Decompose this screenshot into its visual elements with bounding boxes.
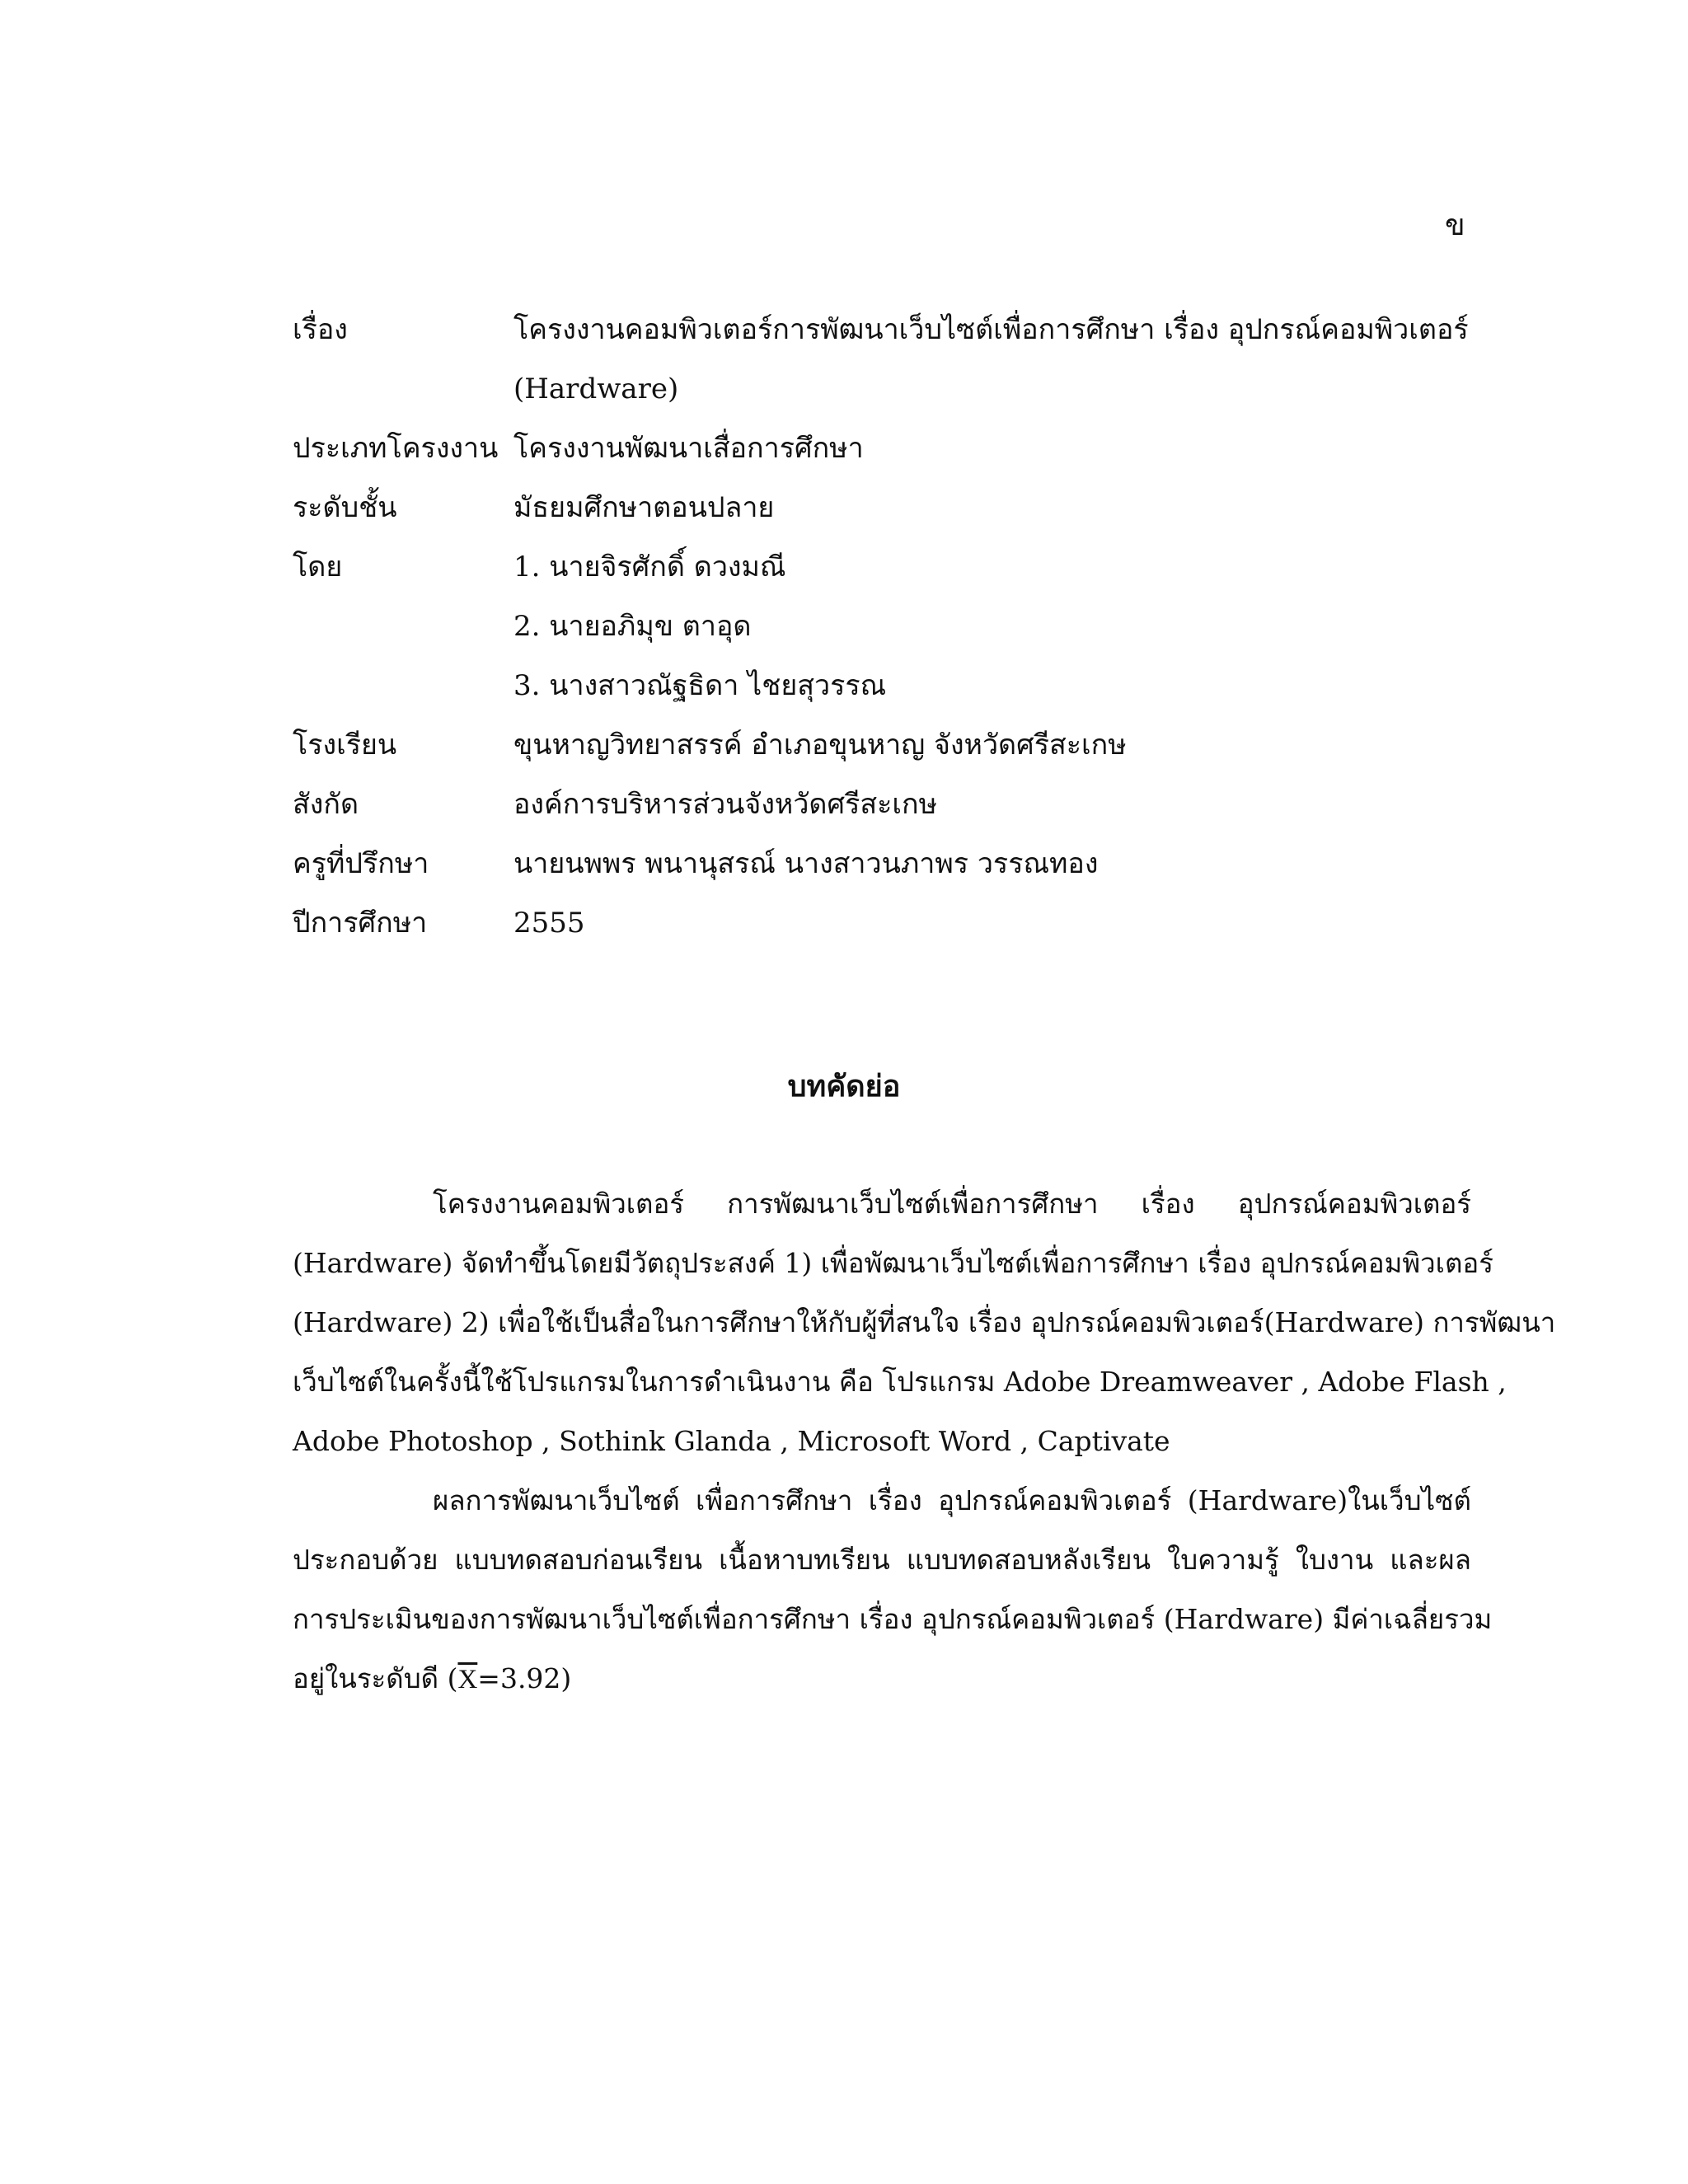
info-value: นายนพพร พนานุสรณ์ นางสาวนภาพร วรรณทอง [513, 847, 1099, 880]
abstract-line: (Hardware) จัดทำขึ้นโดยมีวัตถุประสงค์ 1) เพื่อพัฒนาเว็บไซต์เพื่อการศึกษา เรื่อง อุปกรณ์คอมพิวเตอร์ [293, 1247, 1493, 1279]
info-value: โครงงานพัฒนาเสื่อการศึกษา [513, 432, 864, 465]
abstract-line: ประกอบด้วย แบบทดสอบก่อนเรียน เนื้อหาบทเรียน แบบทดสอบหลังเรียน ใบความรู้ ใบงาน และผล [293, 1544, 1471, 1576]
info-values [513, 715, 1471, 775]
info-values [513, 834, 1471, 893]
mean-symbol: $\overline{X}$ [457, 1665, 478, 1694]
abstract-line: Adobe Photoshop , Sothink Glanda , Microsoft Word , Captivate [293, 1425, 1170, 1457]
final-line-prefix: อยู่ในระดับดี ( [293, 1662, 458, 1694]
info-label: โดย [293, 551, 343, 583]
author-name: 1. นายจิรศักดิ์ ดวงมณี [513, 551, 786, 583]
abstract-line: ผลการพัฒนาเว็บไซต์ เพื่อการศึกษา เรื่อง อุปกรณ์คอมพิวเตอร์ (Hardware)ในเว็บไซต์ [433, 1484, 1471, 1516]
info-label: เรื่อง [293, 313, 348, 346]
info-row-advisors [293, 834, 1471, 893]
abstract-line: โครงงานคอมพิวเตอร์ การพัฒนาเว็บไซต์เพื่อการศึกษา เรื่อง อุปกรณ์คอมพิวเตอร์ [433, 1188, 1471, 1220]
abstract-line: การประเมินของการพัฒนาเว็บไซต์เพื่อการศึกษา เรื่อง อุปกรณ์คอมพิวเตอร์ (Hardware) มีค่าเฉลี่ยรวม [293, 1603, 1493, 1635]
info-values [513, 419, 1471, 478]
abstract-line: เว็บไซต์ในครั้งนี้ใช้โปรแกรมในการดำเนินงาน คือ โปรแกรม Adobe Dreamweaver , Adobe Flash , [293, 1366, 1507, 1398]
info-values [513, 300, 1471, 419]
info-row-authors [293, 537, 1471, 715]
info-values [513, 537, 1471, 715]
info-row-academic-year [293, 893, 1471, 953]
info-value: ขุนหาญวิทยาสรรค์ อำเภอขุนหาญ จังหวัดศรีสะเกษ [513, 729, 1127, 762]
info-label: ครูที่ปรึกษา [293, 847, 429, 880]
abstract-final-line [293, 1649, 1471, 1709]
info-value: มัธยมศึกษาตอนปลาย [513, 491, 775, 524]
page-number: ข [1445, 209, 1465, 242]
author-name: 3. นางสาวณัฐธิดา ไชยสุวรรณ [513, 669, 887, 702]
info-values [513, 775, 1471, 834]
info-value: 2555 [513, 907, 585, 940]
project-info-block [293, 300, 1471, 953]
info-row-affiliation [293, 775, 1471, 834]
abstract-title: บทคัดย่อ [787, 1069, 901, 1104]
abstract-line: (Hardware) 2) เพื่อใช้เป็นสื่อในการศึกษาให้กับผู้ที่สนใจ เรื่อง อุปกรณ์คอมพิวเตอร์(Hardware) การพัฒนา [293, 1306, 1556, 1338]
info-values [513, 893, 1471, 953]
abstract-body [293, 1174, 1556, 1709]
info-label: สังกัด [293, 788, 359, 821]
info-row-school [293, 715, 1471, 775]
final-line-suffix: =3.92) [477, 1662, 572, 1694]
info-label: ระดับชั้น [293, 491, 397, 524]
info-row-title [293, 300, 1471, 419]
info-row-level [293, 478, 1471, 537]
info-value: โครงงานคอมพิวเตอร์การพัฒนาเว็บไซต์เพื่อการศึกษา เรื่อง อุปกรณ์คอมพิวเตอร์ [513, 313, 1469, 346]
author-name: 2. นายอภิมุข ตาอุด [513, 610, 752, 643]
info-value: (Hardware) [513, 373, 679, 405]
info-row-project-type [293, 419, 1471, 478]
info-value: องค์การบริหารส่วนจังหวัดศรีสะเกษ [513, 788, 937, 821]
info-values [513, 478, 1471, 537]
info-label: ประเภทโครงงาน [293, 432, 499, 465]
info-label: โรงเรียน [293, 729, 397, 762]
info-label: ปีการศึกษา [293, 907, 428, 940]
